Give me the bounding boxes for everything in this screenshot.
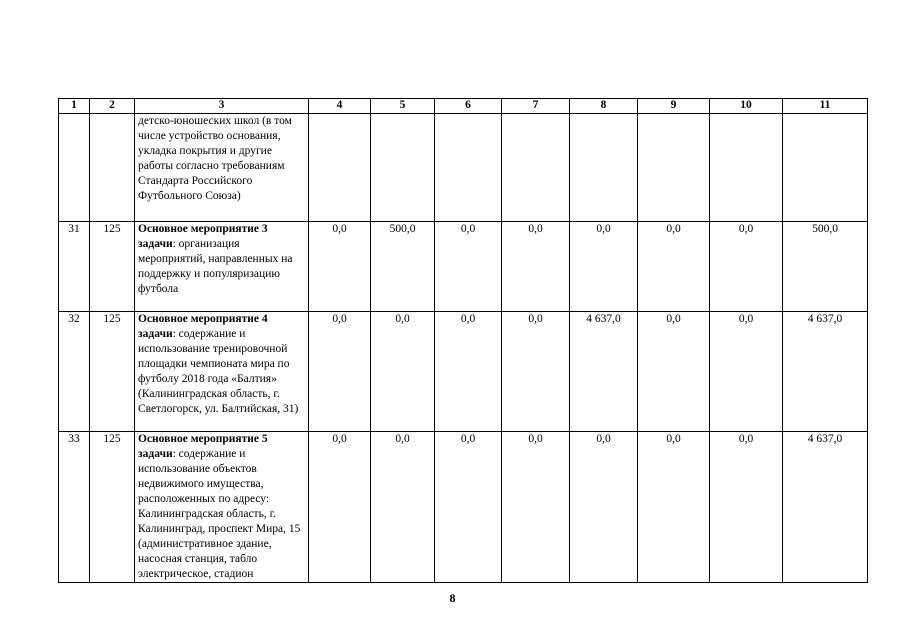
row-text: детско-юношеских школ (в том числе устройство основания, укладка покрытия и другие работы согласно требованиям Стандарта Российского Футбольного Союза) [138, 115, 292, 202]
row-description [135, 432, 309, 583]
header-row [59, 99, 868, 114]
header-cell: 6 [435, 99, 502, 114]
table-row [59, 114, 868, 222]
value-cell [502, 114, 570, 222]
value-cell [638, 114, 710, 222]
value-cell [783, 114, 868, 222]
header-cell: 5 [371, 99, 435, 114]
value-cell: 0,0 [309, 312, 371, 432]
value-cell: 0,0 [638, 312, 710, 432]
value-cell [309, 114, 371, 222]
row-code: 125 [90, 222, 135, 312]
value-cell: 0,0 [435, 432, 502, 583]
row-description [135, 222, 309, 312]
value-cell [435, 114, 502, 222]
budget-table [58, 98, 868, 583]
header-cell: 7 [502, 99, 570, 114]
value-cell: 0,0 [502, 312, 570, 432]
row-title: Основное мероприятие 4 задачи [138, 313, 268, 340]
value-cell: 4 637,0 [570, 312, 638, 432]
header-cell: 10 [710, 99, 783, 114]
row-description [135, 312, 309, 432]
value-cell: 500,0 [783, 222, 868, 312]
value-cell [371, 114, 435, 222]
value-cell: 0,0 [638, 432, 710, 583]
value-cell: 0,0 [309, 222, 371, 312]
row-title: Основное мероприятие 3 задачи [138, 223, 268, 250]
row-title: Основное мероприятие 5 задачи [138, 433, 268, 460]
value-cell: 0,0 [570, 432, 638, 583]
value-cell: 4 637,0 [783, 432, 868, 583]
row-number [59, 114, 90, 222]
header-cell: 3 [135, 99, 309, 114]
value-cell: 0,0 [371, 312, 435, 432]
value-cell: 500,0 [371, 222, 435, 312]
value-cell: 4 637,0 [783, 312, 868, 432]
value-cell: 0,0 [710, 432, 783, 583]
header-cell: 11 [783, 99, 868, 114]
table-row [59, 222, 868, 312]
row-number: 33 [59, 432, 90, 583]
header-cell: 4 [309, 99, 371, 114]
row-code: 125 [90, 312, 135, 432]
value-cell: 0,0 [502, 432, 570, 583]
table-row [59, 432, 868, 583]
row-code [90, 114, 135, 222]
value-cell: 0,0 [710, 312, 783, 432]
row-number: 31 [59, 222, 90, 312]
value-cell: 0,0 [710, 222, 783, 312]
value-cell: 0,0 [638, 222, 710, 312]
row-description [135, 114, 309, 222]
value-cell: 0,0 [570, 222, 638, 312]
header-cell: 9 [638, 99, 710, 114]
row-text: : содержание и использование тренировочной площадки чемпионата мира по футболу 2018 года «Балтия» (Калининградская область, г. Светлогорск, ул. Балтийская, 31) [138, 328, 299, 415]
value-cell: 0,0 [435, 312, 502, 432]
row-number: 32 [59, 312, 90, 432]
value-cell: 0,0 [502, 222, 570, 312]
value-cell: 0,0 [435, 222, 502, 312]
header-cell: 2 [90, 99, 135, 114]
value-cell [710, 114, 783, 222]
row-text: : содержание и использование объектов недвижимого имущества, расположенных по адресу: Калининградская область, г. Калининград, проспект Мира, 15 (административное здание, насосная станция, табло электрическое, стадион [138, 448, 301, 580]
table-row [59, 312, 868, 432]
header-cell: 1 [59, 99, 90, 114]
value-cell: 0,0 [371, 432, 435, 583]
value-cell: 0,0 [309, 432, 371, 583]
page-number: 8 [449, 591, 456, 605]
value-cell [570, 114, 638, 222]
row-code: 125 [90, 432, 135, 583]
header-cell: 8 [570, 99, 638, 114]
row-text: : организация мероприятий, направленных на поддержку и популяризацию футбола [138, 238, 293, 295]
